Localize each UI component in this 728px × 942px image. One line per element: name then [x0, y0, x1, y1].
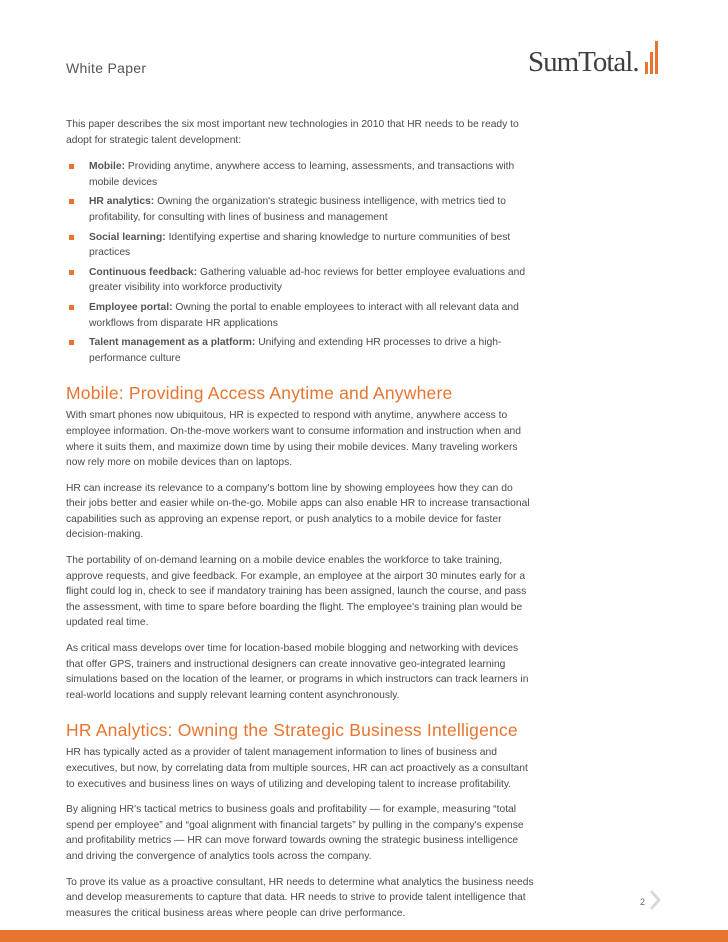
body-paragraph: HR has typically acted as a provider of talent management information to lines of business and executives, but now, by correlating data from multiple sources, HR can act proactively as a consultant to executives and business lines on ways of utilizing and developing talent to increase profitability.: [66, 747, 528, 790]
bullet-text: Owning the portal to enable employees to interact with all relevant data and workflows from disparate HR applications: [89, 301, 519, 329]
sumtotal-logo: [528, 40, 668, 80]
logo-wordmark: SumTotal.: [528, 46, 639, 78]
section-heading-mobile: Mobile: Providing Access Anytime and Anywhere: [66, 383, 453, 404]
section-heading-hr-analytics: HR Analytics: Owning the Strategic Business Intelligence: [66, 720, 518, 741]
body-paragraph: HR can increase its relevance to a company's bottom line by showing employees how they can do their jobs better and easier while on-the-go. Mobile apps can also enable HR to increase transactional capabilities such as approving an expense report, or push analytics to a mobile device for faster decision-making.: [66, 482, 530, 541]
bullet-title: Talent management as a platform:: [89, 337, 256, 349]
bullet-text: Unifying and extending HR processes to drive a high-performance culture: [89, 337, 502, 364]
body-paragraph: By aligning HR's tactical metrics to business goals and profitability — for example, measuring “total spend per employee” and “goal alignment with financial targets” by pulling in the company's expense and profitability metrics — HR can move forward towards owning the strategic business intelligence and driving the convergence of analytics tools across the company.: [66, 804, 524, 862]
bullet-square-icon: [69, 164, 74, 169]
body-paragraph: As critical mass develops over time for location-based mobile blogging and networking with devices that offer GPS, trainers and instructional designers can create innovative geo-integrated learning simulations based on the location of the learner, or programs in which instructors can track learners in real-world locations and supply relevant learning content asynchronously.: [66, 643, 529, 701]
intro-paragraph: This paper describes the six most important new technologies in 2010 that HR needs to be ready to adopt for strategic talent development:: [66, 119, 519, 146]
body-paragraph: To prove its value as a proactive consultant, HR needs to determine what analytics the business needs and develop measurements to capture that data. HR needs to strive to provide talent intelligence that measures the critical business areas where people can drive performance.: [66, 876, 534, 919]
footer-accent-bar: [0, 930, 728, 942]
list-item: [66, 265, 534, 296]
bullet-text: Gathering valuable ad-hoc reviews for better employee evaluations and greater visibility into workforce productivity: [89, 266, 526, 294]
document-body: [66, 117, 534, 931]
technology-list: [66, 159, 534, 366]
bullet-text: Owning the organization's strategic business intelligence, with metrics tied to profitability, for consulting with lines of business and management: [89, 196, 506, 223]
logo-bars-icon: [645, 40, 661, 74]
chevron-right-icon: [648, 889, 662, 911]
bullet-title: Mobile:: [89, 161, 126, 173]
document-type-label: White Paper: [66, 60, 147, 76]
bullet-square-icon: [69, 270, 74, 275]
bullet-text: Providing anytime, anywhere access to learning, assessments, and transactions with mobile devices: [89, 161, 515, 188]
bullet-title: Continuous feedback:: [89, 266, 198, 278]
bullet-title: Social learning:: [89, 231, 166, 243]
bullet-square-icon: [69, 235, 74, 240]
list-item: [66, 335, 534, 366]
bullet-title: Employee portal:: [89, 301, 173, 313]
body-paragraph: With smart phones now ubiquitous, HR is expected to respond with anytime, anywhere access to employee information. On-the-move workers want to consume information and instruction when and where it suits them, and maximize down time by using their mobile devices. Many traveling workers now rely more on mobile devices than on laptops.: [66, 410, 522, 469]
bullet-text: Identifying expertise and sharing knowledge to nurture communities of best practices: [89, 231, 511, 259]
body-paragraph: The portability of on-demand learning on a mobile device enables the workforce to take training, approve requests, and give feedback. For example, an employee at the airport 30 minutes early for a flight could log in, check to see if mandatory training has been assigned, launch the course, and pass the assessment, with time to spare before boarding the flight. The employee's training plan would be updated real time.: [66, 555, 527, 629]
list-item: [66, 230, 534, 261]
list-item: [66, 159, 534, 190]
page-number: 2: [640, 897, 646, 907]
bullet-square-icon: [69, 199, 74, 204]
list-item: [66, 300, 534, 331]
bullet-square-icon: [69, 340, 74, 345]
bullet-square-icon: [69, 305, 74, 310]
list-item: [66, 194, 534, 225]
bullet-title: HR analytics:: [89, 196, 155, 208]
